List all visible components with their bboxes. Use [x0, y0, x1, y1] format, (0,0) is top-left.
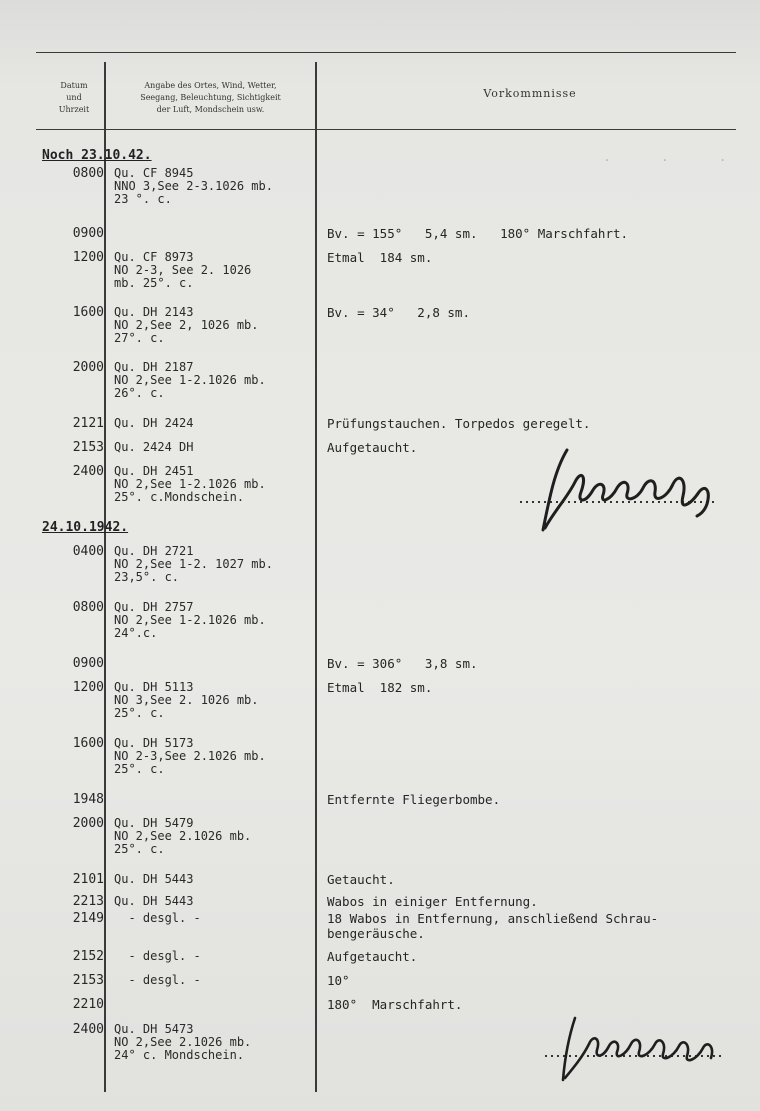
entry-event-line: Aufgetaucht. [327, 949, 418, 964]
entry-location-line: 25°. c. [114, 842, 165, 856]
entry-event-line: Etmal 182 sm. [327, 680, 433, 695]
header-col-place [106, 80, 315, 116]
entry-location-line: NO 2,See 1-2.1026 mb. [114, 613, 266, 627]
entry-location-line: Qu. DH 5173 [114, 736, 194, 750]
entry-location-line: Qu. DH 5443 [114, 872, 194, 886]
entry-location-line: 25°. c. [114, 706, 165, 720]
entry-location-line: 24°.c. [114, 626, 158, 640]
header-col-events: Vorkommnisse [483, 87, 577, 100]
entry-location-line: 23 °. c. [114, 192, 172, 206]
entry-location-line: NO 2,See 2.1026 mb. [114, 829, 252, 843]
entry-time: 2400 [72, 1022, 104, 1037]
entry-location-line: 25°. c. [114, 762, 165, 776]
entry-time: 2153 [72, 440, 104, 455]
entry-time: 0900 [72, 226, 104, 241]
entry-time: 1200 [72, 250, 104, 265]
entry-location-line: 27°. c. [114, 331, 165, 345]
entry-event-line: Entfernte Fliegerbombe. [327, 792, 501, 807]
entry-time: 1600 [72, 736, 104, 751]
entry-location-line: - desgl. - [114, 911, 201, 925]
entry-location-line: Qu. DH 2187 [114, 360, 194, 374]
entry-location-line: NO 2,See 1-2. 1027 mb. [114, 557, 273, 571]
entry-location-line: NO 2-3,See 2.1026 mb. [114, 749, 266, 763]
entry-time: 2101 [72, 872, 104, 887]
entry-location-line: Qu. DH 5443 [114, 894, 194, 908]
entry-location-line: NO 2,See 1-2.1026 mb. [114, 477, 266, 491]
entry-time: 0800 [72, 166, 104, 181]
entry-time: 2152 [72, 949, 104, 964]
entry-location-line: NO 2,See 1-2.1026 mb. [114, 373, 266, 387]
entry-location-line: 25°. c.Mondschein. [114, 490, 245, 504]
bleed-through-texture: . . . [560, 150, 727, 164]
entry-location-line: Qu. CF 8973 [114, 250, 194, 264]
signature-1 [515, 440, 730, 540]
header-col-place-line: Angabe des Ortes, Wind, Wetter, [144, 81, 277, 90]
date-heading: Noch 23.10.42. [42, 148, 152, 163]
entry-time: 2000 [72, 360, 104, 375]
top-rule [36, 52, 736, 53]
entry-location-line: Qu. DH 2757 [114, 600, 194, 614]
entry-event-line: Bv. = 306° 3,8 sm. [327, 656, 478, 671]
entry-location-line: NO 2,See 2.1026 mb. [114, 1035, 252, 1049]
entry-time: 0900 [72, 656, 104, 671]
entry-location-line: Qu. DH 2143 [114, 305, 194, 319]
entry-event-line: Getaucht. [327, 872, 395, 887]
entry-time: 2000 [72, 816, 104, 831]
date-heading: 24.10.1942. [42, 520, 129, 535]
entry-location-line: Qu. DH 5113 [114, 680, 194, 694]
entry-location-line: - desgl. - [114, 973, 201, 987]
entry-location-line: Qu. DH 2424 [114, 416, 194, 430]
entry-event-line: 10° [327, 973, 350, 988]
entry-location-line: - desgl. - [114, 949, 201, 963]
entry-location-line: Qu. DH 2451 [114, 464, 194, 478]
signature-2 [545, 1008, 735, 1088]
entry-event-line: Aufgetaucht. [327, 440, 418, 455]
entry-event-line: Prüfungstauchen. Torpedos geregelt. [327, 416, 591, 431]
entry-event-line: 18 Wabos in Entfernung, anschließend Schrau- [327, 911, 659, 926]
entry-time: 1600 [72, 305, 104, 320]
header-bottom-rule [36, 129, 736, 130]
header-col-place-line: der Luft, Mondschein usw. [156, 105, 265, 114]
entry-time: 0800 [72, 600, 104, 615]
entry-location-line: Qu. CF 8945 [114, 166, 194, 180]
entry-time: 2210 [72, 997, 104, 1012]
header-col-date-line: Uhrzeit [58, 105, 90, 114]
entry-location-line: mb. 25°. c. [114, 276, 194, 290]
entry-event-line: Bv. = 155° 5,4 sm. 180° Marschfahrt. [327, 226, 629, 241]
entry-time: 2153 [72, 973, 104, 988]
entry-location-line: NO 2,See 2, 1026 mb. [114, 318, 259, 332]
entry-location-line: NNO 3,See 2-3.1026 mb. [114, 179, 273, 193]
header-col-date-line: Datum [60, 81, 88, 90]
entry-location-line: 24° c. Mondschein. [114, 1048, 245, 1062]
header-col-date [44, 80, 104, 116]
entry-time: 0400 [72, 544, 104, 559]
entry-time: 2121 [72, 416, 104, 431]
header-col-date-line: und [66, 93, 82, 102]
column-divider-1 [104, 62, 106, 1092]
entry-time: 1200 [72, 680, 104, 695]
entry-location-line: NO 3,See 2. 1026 mb. [114, 693, 259, 707]
entry-time: 1948 [72, 792, 104, 807]
entry-time: 2149 [72, 911, 104, 926]
entry-location-line: Qu. DH 2721 [114, 544, 194, 558]
entry-location-line: Qu. DH 5473 [114, 1022, 194, 1036]
entry-event-line: Etmal 184 sm. [327, 250, 433, 265]
entry-event-line: Wabos in einiger Entfernung. [327, 894, 538, 909]
entry-location-line: 26°. c. [114, 386, 165, 400]
entry-location-line: Qu. 2424 DH [114, 440, 194, 454]
entry-time: 2400 [72, 464, 104, 479]
entry-location-line: 23,5°. c. [114, 570, 180, 584]
entry-event-line: 180° Marschfahrt. [327, 997, 463, 1012]
entry-event-line: Bv. = 34° 2,8 sm. [327, 305, 470, 320]
header-col-place-line: Seegang, Beleuchtung, Sichtigkeit [140, 93, 281, 102]
entry-location-line: Qu. DH 5479 [114, 816, 194, 830]
entry-location-line: NO 2-3, See 2. 1026 [114, 263, 252, 277]
entry-time: 2213 [72, 894, 104, 909]
column-divider-2 [315, 62, 317, 1092]
entry-event-line: bengeräusche. [327, 926, 425, 941]
